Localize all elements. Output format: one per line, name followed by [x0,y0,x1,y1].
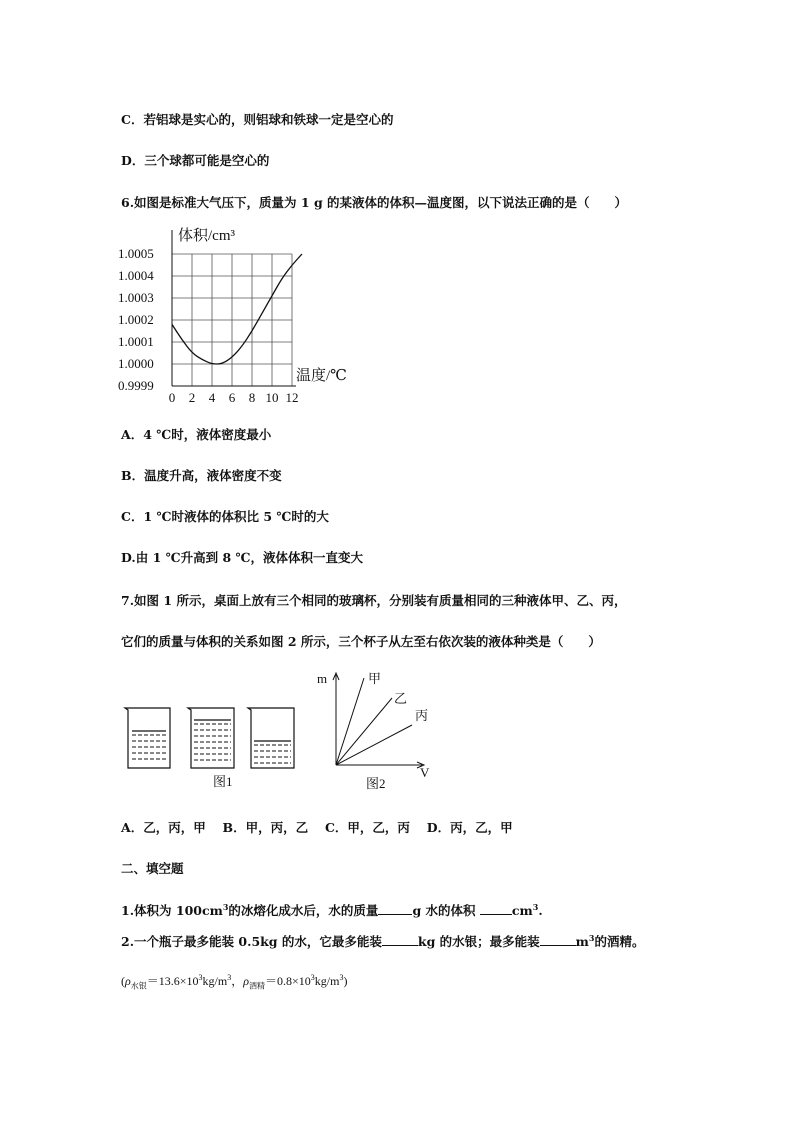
chart-tick-labels [118,246,299,405]
option-q5-c: C．若铝球是实心的，则铝球和铁球一定是空心的 [121,112,394,127]
y-tick-label: 0.9999 [118,378,154,393]
y-tick-label: 1.0005 [118,246,154,261]
x-tick-label: 10 [265,390,279,405]
x-tick-label: 0 [168,390,176,405]
line-yi [336,698,392,765]
question-6-stem: 6.如图是标准大气压下，质量为 1 g 的某液体的体积—温度图，以下说法正确的是（ ） [121,195,628,210]
options-q7: A．乙，丙，甲 B．甲，丙，乙 C．甲，乙，丙 D．丙，乙，甲 [121,820,513,835]
axis-m-label: m [317,671,328,686]
x-tick-label: 12 [285,390,299,405]
option-q6-d: D.由 1 ℃升高到 8 ℃，液体体积一直变大 [121,550,364,565]
fill-question-1: 1.体积为 $100cm^3$的冰熔化成水后，水的质量 g 水的体积 $cm^3$. [121,901,543,918]
density-note: ($\rho_{水银}=13.6\times 10^3kg/m^3$，$\rho_{酒精}=0.8\times 10^3kg/m^3$) [121,973,348,991]
figure-1-caption: 图1 [213,774,233,789]
glass-left [125,708,170,768]
answer-blank-mass[interactable] [378,902,412,915]
x-tick-label: 8 [248,390,256,405]
label-yi: 乙 [394,691,408,706]
question-7-stem-line2: 它们的质量与体积的关系如图 2 所示，三个杯子从左至右依次装的液体种类是（ ） [121,634,601,649]
figure-1-glasses [118,700,318,795]
option-q6-b: B．温度升高，液体密度不变 [121,468,282,483]
glass-middle [188,708,234,768]
question-7-stem-line1: 7.如图 1 所示，桌面上放有三个相同的玻璃杯，分别装有质量相同的三种液体甲、乙、丙， [121,593,627,608]
label-bing: 丙 [415,708,429,723]
answer-blank-alcohol[interactable] [540,933,576,946]
y-tick-label: 1.0003 [118,290,154,305]
y-tick-label: 1.0004 [118,268,154,283]
label-jia: 甲 [368,671,382,686]
chart-axes [172,230,296,386]
answer-blank-volume[interactable] [480,902,512,915]
y-tick-label: 1.0000 [118,356,154,371]
chart-series-curve [172,254,302,364]
x-tick-label: 2 [188,390,196,405]
option-q6-a: A．4 ℃时，液体密度最小 [121,427,272,442]
figure-2-caption: 图2 [366,776,386,791]
fill-question-2: 2.一个瓶子最多能装 0.5kg 的水，它最多能装 kg 的水银；最多能装 $m^3$的酒精。 [121,932,645,949]
figure-2-mv-graph [312,663,442,798]
chart-y-axis-label: 体积/cm³ [178,228,235,244]
chart-grid [172,254,292,386]
answer-blank-mercury[interactable] [382,933,418,946]
y-tick-label: 1.0001 [118,334,154,349]
axis-v-label: V [420,765,430,780]
x-tick-label: 6 [228,390,236,405]
section-2-title: 二、填空题 [121,861,184,876]
chart-x-axis-label: 温度/℃ [296,368,347,384]
volume-temperature-chart [110,222,380,407]
option-q5-d: D．三个球都可能是空心的 [121,153,270,168]
y-tick-label: 1.0002 [118,312,154,327]
x-tick-label: 4 [208,390,216,405]
option-q6-c: C．1 ℃时液体的体积比 5 ℃时的大 [121,509,329,524]
glass-right [248,708,294,768]
